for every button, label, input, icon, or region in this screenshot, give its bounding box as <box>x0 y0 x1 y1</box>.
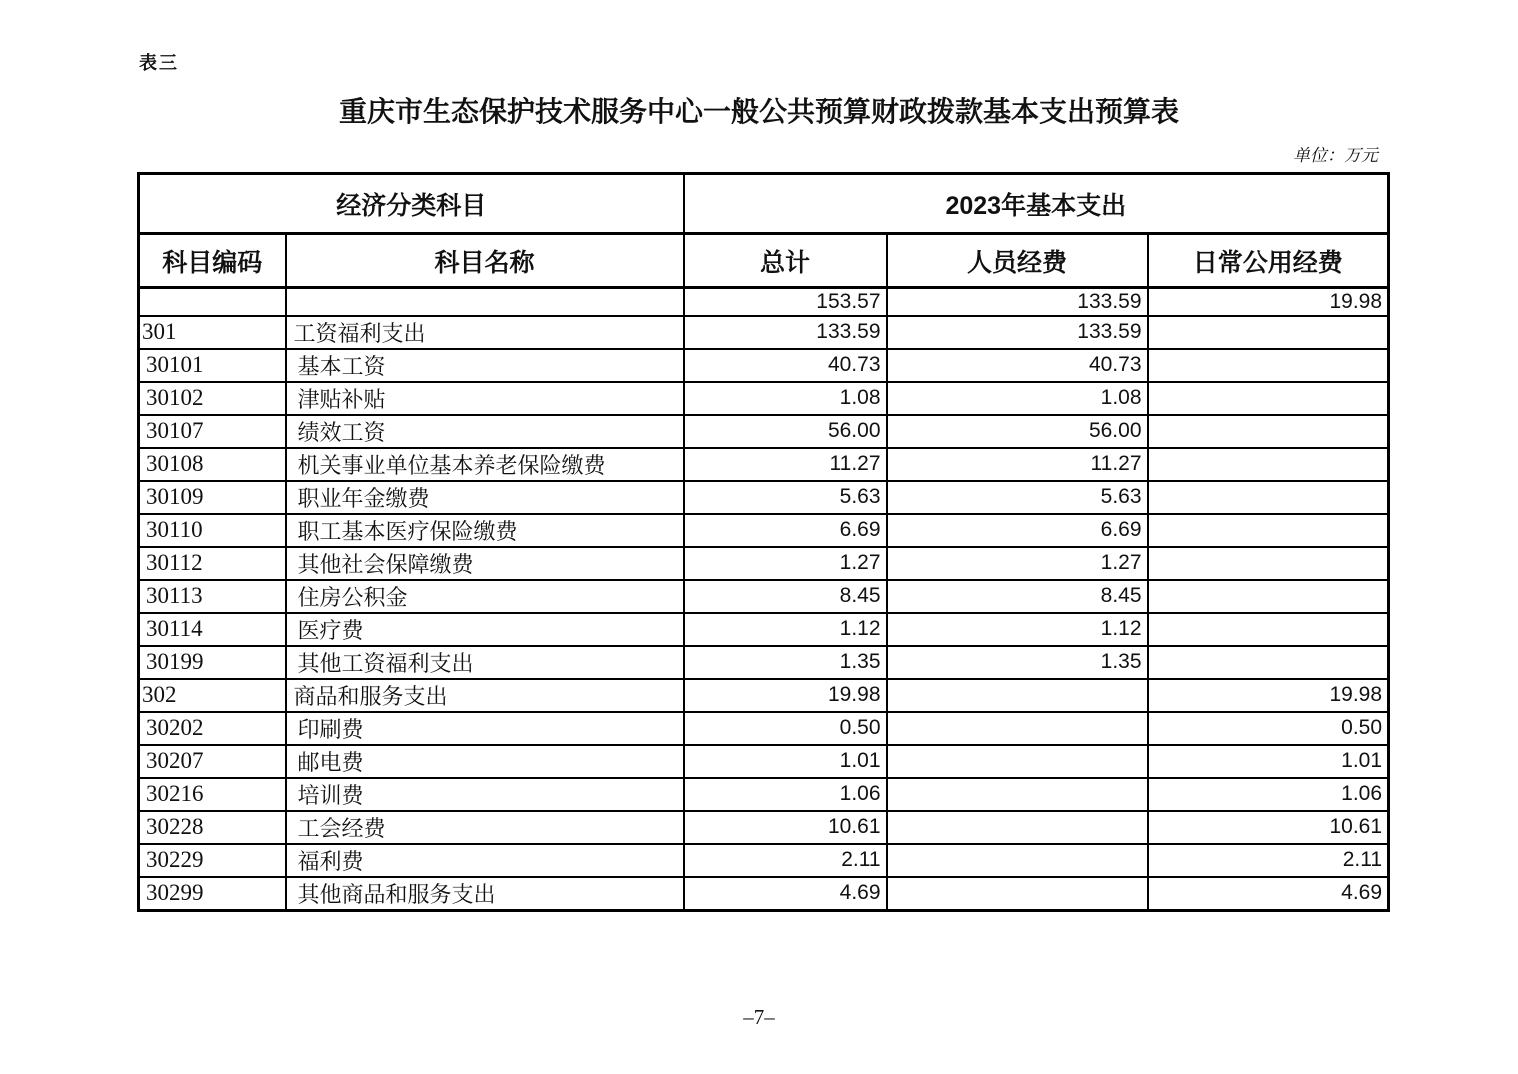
cell-subject-name: 职业年金缴费 <box>286 481 684 514</box>
cell-total: 1.12 <box>684 613 887 646</box>
cell-subject-name: 绩效工资 <box>286 415 684 448</box>
table-row <box>139 481 1389 514</box>
cell-total: 19.98 <box>684 679 887 712</box>
cell-subject-code: 30109 <box>139 481 286 514</box>
table-row <box>139 679 1389 712</box>
cell-personnel: 1.27 <box>887 547 1148 580</box>
cell-total: 56.00 <box>684 415 887 448</box>
table-row <box>139 514 1389 547</box>
cell-personnel: 1.35 <box>887 646 1148 679</box>
cell-total: 6.69 <box>684 514 887 547</box>
cell-subject-code: 30202 <box>139 712 286 745</box>
cell-total: 0.50 <box>684 712 887 745</box>
col-header-personnel-expense: 人员经费 <box>887 234 1148 288</box>
cell-daily-public <box>1148 580 1389 613</box>
table-row <box>139 811 1389 844</box>
budget-table-body <box>139 288 1389 911</box>
cell-daily-public <box>1148 481 1389 514</box>
cell-daily-public <box>1148 316 1389 349</box>
unit-note: 单位：万元 <box>1293 146 1378 165</box>
cell-personnel: 1.08 <box>887 382 1148 415</box>
cell-daily-public <box>1148 448 1389 481</box>
cell-subject-name: 印刷费 <box>286 712 684 745</box>
cell-subject-code <box>139 288 286 316</box>
cell-subject-name: 医疗费 <box>286 613 684 646</box>
cell-subject-name <box>286 288 684 316</box>
header-group-row <box>139 174 1389 234</box>
col-header-daily-public-expense: 日常公用经费 <box>1148 234 1389 288</box>
cell-subject-name: 福利费 <box>286 844 684 877</box>
cell-total: 5.63 <box>684 481 887 514</box>
cell-subject-code: 30216 <box>139 778 286 811</box>
budget-table <box>137 172 1390 912</box>
page-title: 重庆市生态保护技术服务中心一般公共预算财政拨款基本支出预算表 <box>338 96 1179 127</box>
cell-personnel: 1.12 <box>887 613 1148 646</box>
table-label: 表三 <box>139 53 179 73</box>
cell-personnel <box>887 679 1148 712</box>
table-row <box>139 288 1389 316</box>
cell-personnel <box>887 844 1148 877</box>
cell-subject-name: 工资福利支出 <box>286 316 684 349</box>
cell-daily-public <box>1148 646 1389 679</box>
cell-daily-public <box>1148 514 1389 547</box>
table-row <box>139 877 1389 911</box>
cell-subject-name: 职工基本医疗保险缴费 <box>286 514 684 547</box>
col-header-subject-name: 科目名称 <box>286 234 684 288</box>
cell-subject-code: 30108 <box>139 448 286 481</box>
cell-total: 10.61 <box>684 811 887 844</box>
cell-daily-public: 2.11 <box>1148 844 1389 877</box>
header-2023-basic-expenditure: 2023年基本支出 <box>684 174 1389 234</box>
cell-daily-public <box>1148 415 1389 448</box>
cell-daily-public: 4.69 <box>1148 877 1389 911</box>
cell-daily-public <box>1148 613 1389 646</box>
table-row <box>139 646 1389 679</box>
cell-personnel <box>887 745 1148 778</box>
cell-daily-public: 0.50 <box>1148 712 1389 745</box>
table-row <box>139 448 1389 481</box>
cell-subject-name: 其他工资福利支出 <box>286 646 684 679</box>
table-row <box>139 778 1389 811</box>
cell-daily-public <box>1148 547 1389 580</box>
cell-subject-name: 其他社会保障缴费 <box>286 547 684 580</box>
cell-daily-public: 19.98 <box>1148 288 1389 316</box>
table-row <box>139 349 1389 382</box>
cell-total: 133.59 <box>684 316 887 349</box>
cell-subject-code: 30101 <box>139 349 286 382</box>
table-row <box>139 580 1389 613</box>
table-row <box>139 712 1389 745</box>
cell-subject-code: 30207 <box>139 745 286 778</box>
cell-personnel <box>887 877 1148 911</box>
cell-subject-code: 30110 <box>139 514 286 547</box>
cell-personnel: 133.59 <box>887 288 1148 316</box>
budget-table-header <box>139 174 1389 288</box>
cell-personnel <box>887 712 1148 745</box>
table-row <box>139 382 1389 415</box>
header-columns-row <box>139 234 1389 288</box>
table-row <box>139 745 1389 778</box>
cell-personnel: 133.59 <box>887 316 1148 349</box>
table-row <box>139 547 1389 580</box>
cell-daily-public: 10.61 <box>1148 811 1389 844</box>
cell-subject-code: 30113 <box>139 580 286 613</box>
table-row <box>139 316 1389 349</box>
cell-daily-public <box>1148 349 1389 382</box>
cell-subject-name: 培训费 <box>286 778 684 811</box>
cell-subject-name: 其他商品和服务支出 <box>286 877 684 911</box>
cell-subject-code: 30114 <box>139 613 286 646</box>
cell-subject-code: 30228 <box>139 811 286 844</box>
table-row <box>139 844 1389 877</box>
cell-personnel: 56.00 <box>887 415 1148 448</box>
cell-personnel: 5.63 <box>887 481 1148 514</box>
cell-daily-public: 1.06 <box>1148 778 1389 811</box>
header-economic-classification: 经济分类科目 <box>139 174 684 234</box>
cell-subject-name: 住房公积金 <box>286 580 684 613</box>
cell-subject-code: 30299 <box>139 877 286 911</box>
cell-total: 153.57 <box>684 288 887 316</box>
cell-total: 1.08 <box>684 382 887 415</box>
cell-subject-code: 302 <box>139 679 286 712</box>
cell-subject-code: 30112 <box>139 547 286 580</box>
page-number: –7– <box>743 1005 775 1029</box>
cell-total: 1.35 <box>684 646 887 679</box>
cell-total: 1.27 <box>684 547 887 580</box>
cell-total: 1.01 <box>684 745 887 778</box>
cell-personnel: 40.73 <box>887 349 1148 382</box>
col-header-subject-code: 科目编码 <box>139 234 286 288</box>
cell-subject-name: 商品和服务支出 <box>286 679 684 712</box>
cell-total: 1.06 <box>684 778 887 811</box>
cell-total: 2.11 <box>684 844 887 877</box>
cell-daily-public: 1.01 <box>1148 745 1389 778</box>
table-row <box>139 415 1389 448</box>
cell-subject-code: 30229 <box>139 844 286 877</box>
cell-subject-name: 工会经费 <box>286 811 684 844</box>
cell-subject-code: 30199 <box>139 646 286 679</box>
cell-subject-name: 津贴补贴 <box>286 382 684 415</box>
cell-subject-name: 邮电费 <box>286 745 684 778</box>
cell-personnel: 8.45 <box>887 580 1148 613</box>
cell-total: 8.45 <box>684 580 887 613</box>
cell-daily-public: 19.98 <box>1148 679 1389 712</box>
cell-personnel: 6.69 <box>887 514 1148 547</box>
cell-total: 40.73 <box>684 349 887 382</box>
cell-subject-code: 30102 <box>139 382 286 415</box>
cell-subject-name: 机关事业单位基本养老保险缴费 <box>286 448 684 481</box>
col-header-total: 总计 <box>684 234 887 288</box>
cell-subject-code: 301 <box>139 316 286 349</box>
cell-subject-name: 基本工资 <box>286 349 684 382</box>
cell-personnel <box>887 811 1148 844</box>
cell-subject-code: 30107 <box>139 415 286 448</box>
cell-personnel: 11.27 <box>887 448 1148 481</box>
cell-total: 4.69 <box>684 877 887 911</box>
cell-personnel <box>887 778 1148 811</box>
cell-total: 11.27 <box>684 448 887 481</box>
table-row <box>139 613 1389 646</box>
cell-daily-public <box>1148 382 1389 415</box>
